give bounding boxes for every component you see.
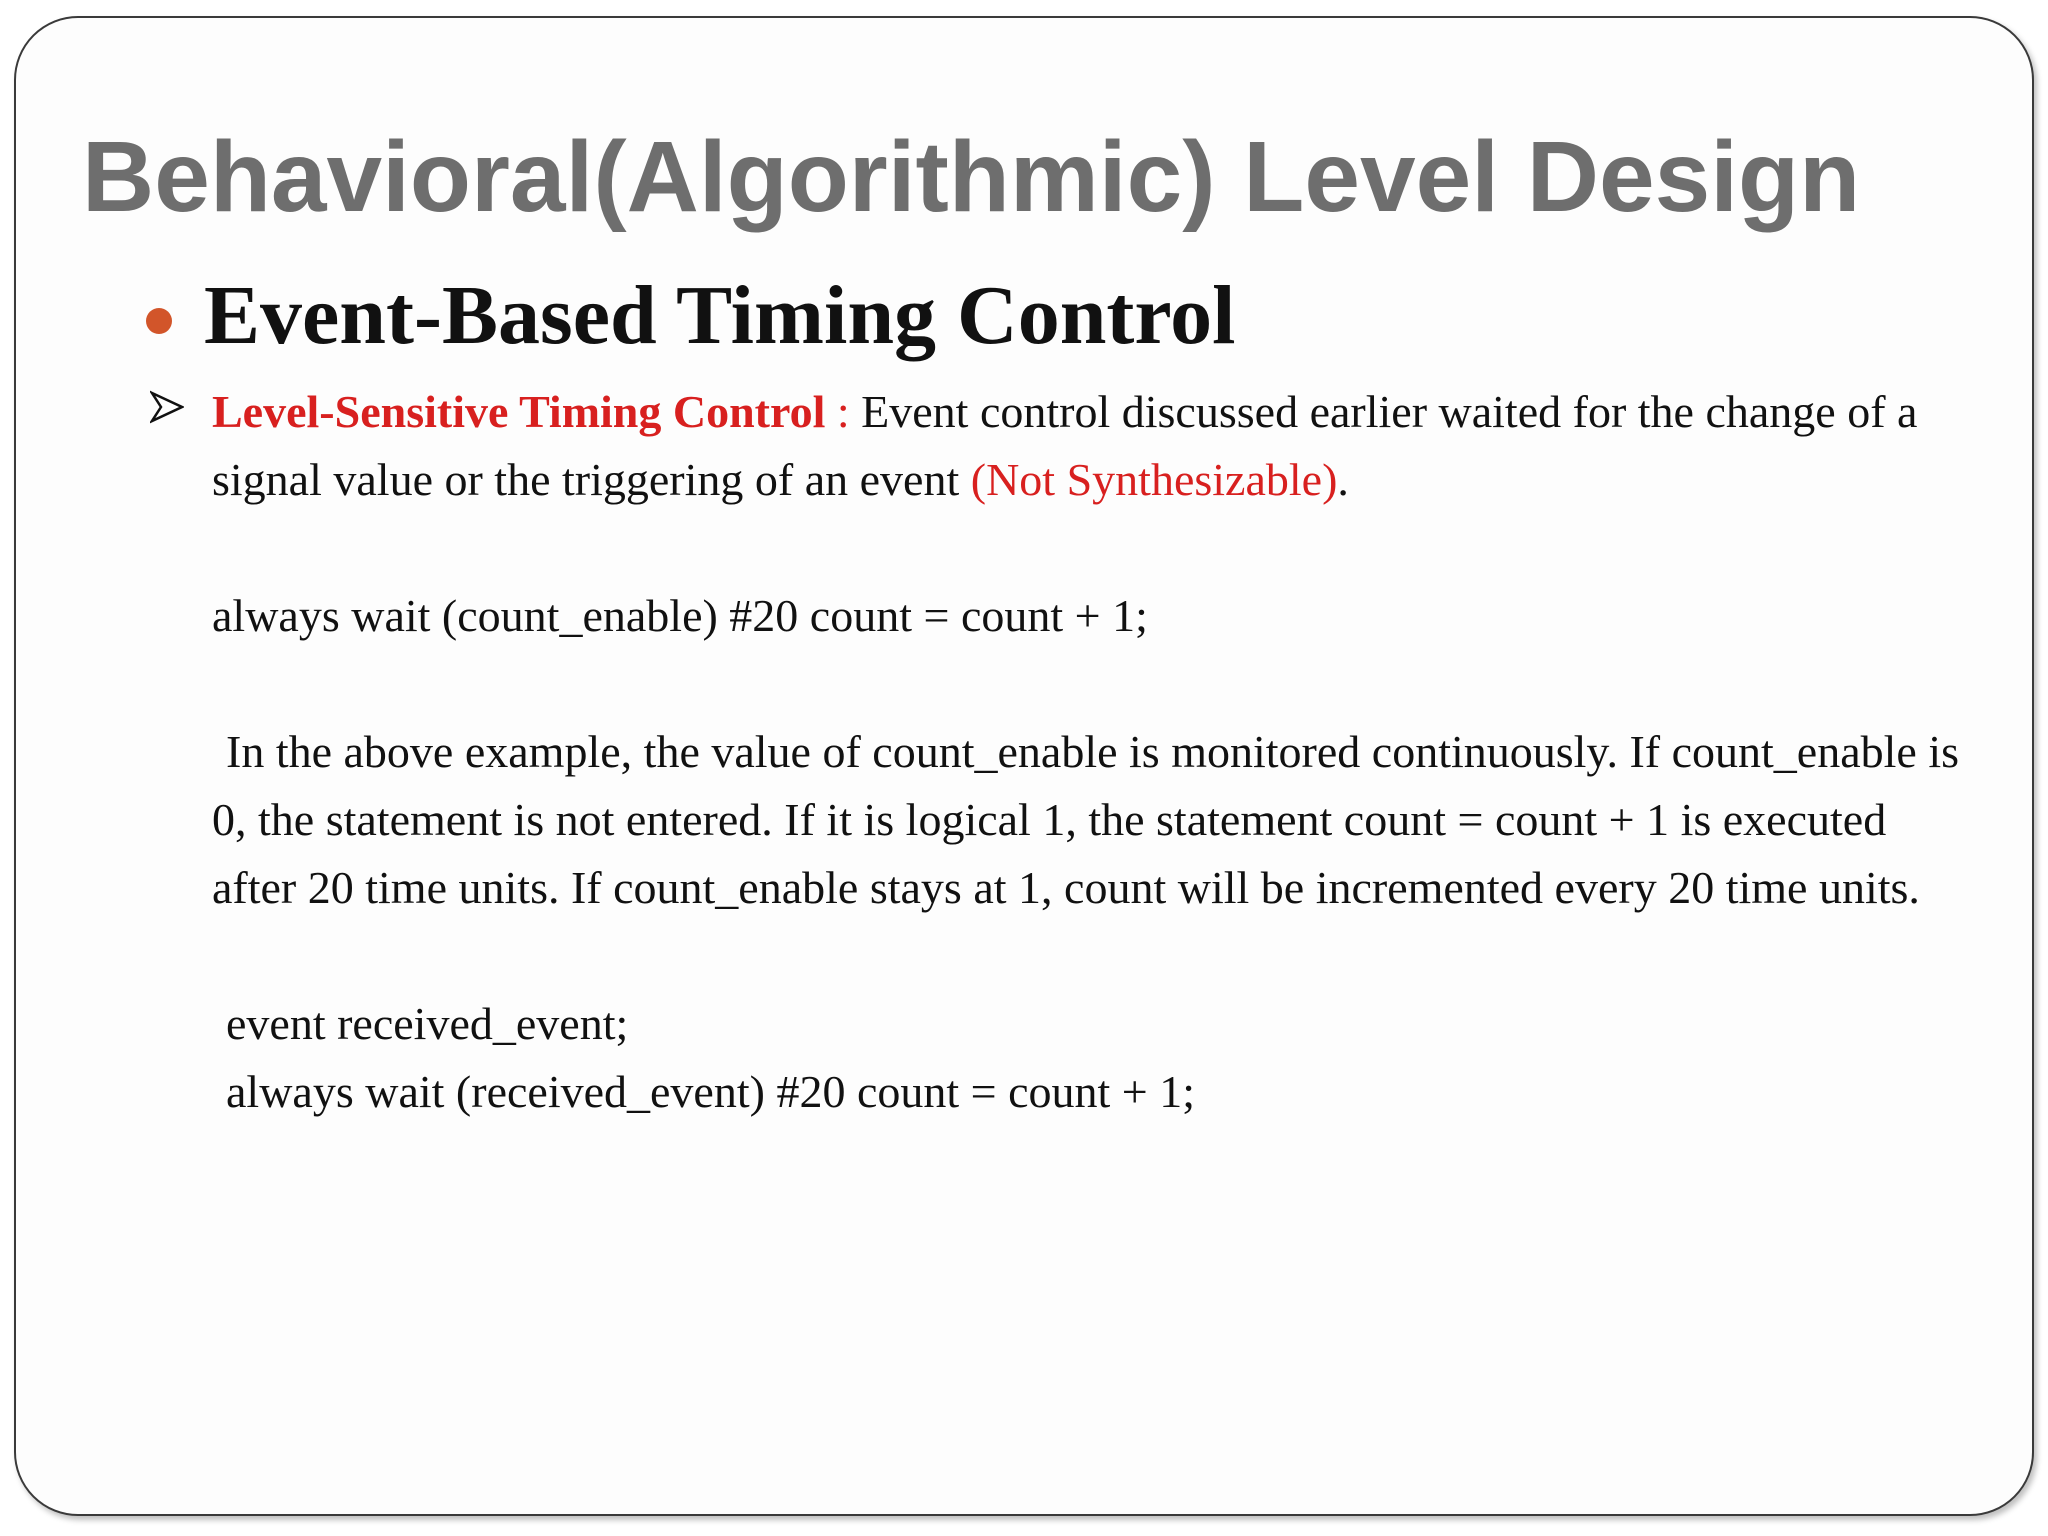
explanation-paragraph: In the above example, the value of count_enable is monitored continuously. If count_enable is 0, the statement is not entered. If it is logical 1, the statement count = count + 1 is executed after 20 time units. If count_enable stays at 1, count will be incremented every 20 time units. [212, 726, 1959, 913]
code-example-2-line-2: always wait (received_event) #20 count = count + 1; [226, 1066, 1196, 1117]
slide-title: Behavioral(Algorithmic) Level Design [82, 121, 1861, 233]
sub-bullet-paragraph [212, 378, 1972, 514]
bullet-heading [146, 268, 1236, 365]
slide-body [212, 378, 1972, 1126]
sub-bullet-text: Event control discussed earlier waited for the change of a signal value or the triggering of an event [212, 386, 1918, 505]
sub-bullet-end: . [1337, 454, 1349, 505]
sub-bullet-term: Level-Sensitive Timing Control [212, 386, 826, 437]
code-example-2-line-1: event received_event; [226, 998, 629, 1049]
sub-bullet-separator: : [825, 386, 862, 437]
arrowhead-icon [150, 390, 184, 424]
code-example-1: always wait (count_enable) #20 count = count + 1; [212, 590, 1148, 641]
bullet-heading-text: Event-Based Timing Control [204, 269, 1236, 362]
round-dot-icon [146, 308, 172, 334]
not-synthesizable-note: (Not Synthesizable) [970, 454, 1338, 505]
